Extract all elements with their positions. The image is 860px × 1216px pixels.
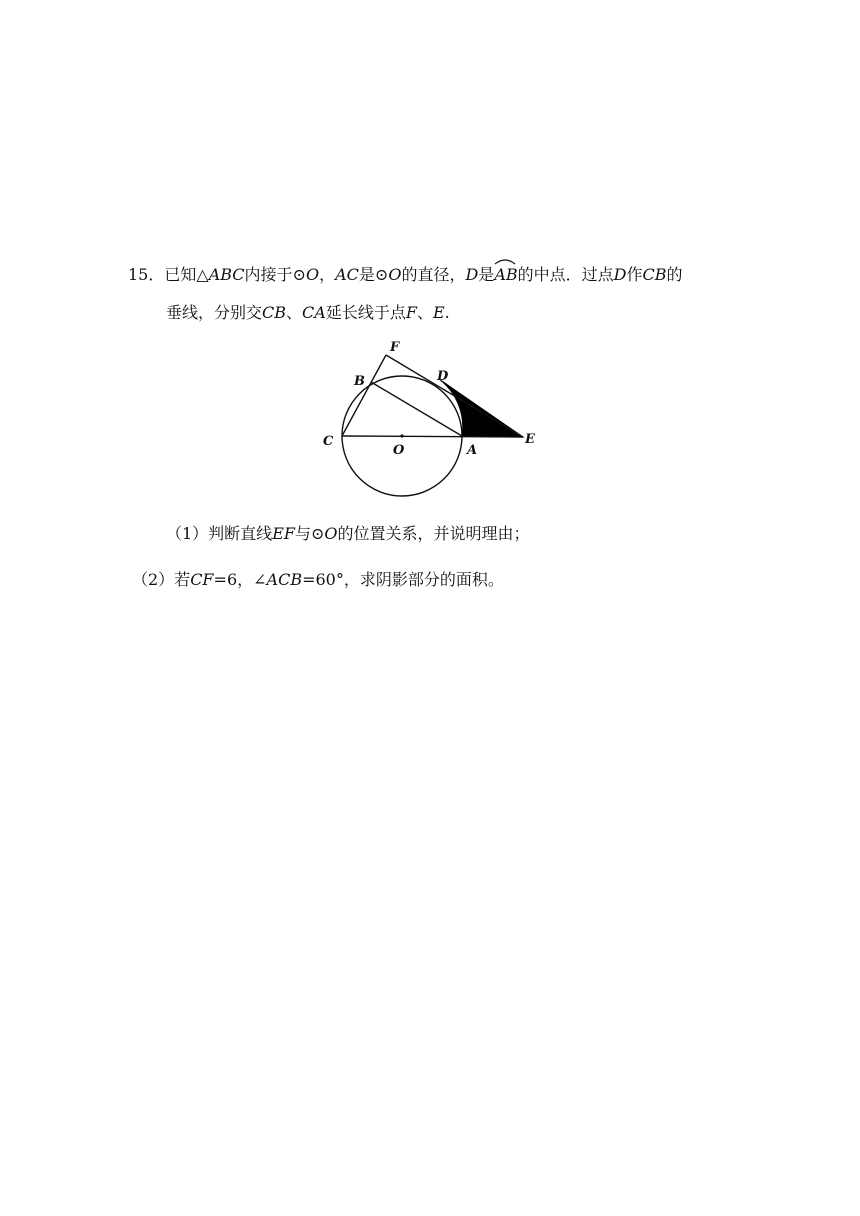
segment-cf (342, 355, 386, 436)
text-segment: 作 (626, 265, 643, 284)
circle-tangent-diagram (318, 334, 548, 504)
text-segment: 的直径， (401, 265, 466, 284)
segment-label: EF (272, 524, 295, 543)
question-part-2 (132, 569, 504, 591)
segment-ba (371, 382, 462, 436)
label-o: O (393, 443, 405, 458)
point-label: E (432, 303, 445, 322)
text-segment: 是⊙ (358, 265, 389, 284)
point-label: D (613, 265, 627, 284)
label-f: F (390, 340, 400, 355)
segment-label: CB (262, 303, 287, 322)
angle-label: ACB (266, 570, 303, 589)
label-d: D (437, 369, 449, 384)
text-segment: 、 (416, 303, 433, 322)
text-segment: =6，∠ (213, 570, 267, 589)
circle-label: O (324, 524, 338, 543)
text-segment: 、 (286, 303, 303, 322)
circle-label: O (305, 265, 320, 284)
segment-label: AC (335, 265, 359, 284)
label-a: A (467, 443, 478, 458)
text-segment: 与⊙ (294, 524, 325, 543)
segment-label: CA (302, 303, 326, 322)
problem-statement-line-1 (128, 262, 683, 286)
text-segment: 的位置关系，并说明理由； (337, 524, 530, 543)
arc-symbol-icon (493, 257, 517, 265)
question-part-1 (166, 523, 530, 545)
segment-fe (386, 355, 523, 437)
center-point (400, 434, 403, 437)
triangle-label: ABC (208, 265, 245, 284)
label-b: B (354, 374, 365, 389)
problem-number: 15． (128, 265, 165, 284)
text-segment: 垂线，分别交 (166, 303, 263, 322)
arc-label: AB (494, 265, 518, 284)
text-segment: （2）若 (132, 570, 191, 589)
geometry-figure (318, 334, 548, 504)
label-c: C (323, 434, 334, 449)
segment-ce (342, 436, 523, 437)
problem-statement-line-2 (166, 302, 450, 324)
arc-notation (494, 262, 517, 286)
text-segment: ， (319, 265, 336, 284)
circle-label: O (388, 265, 402, 284)
point-label: D (465, 265, 479, 284)
label-e: E (525, 432, 535, 447)
text-segment: =60°，求阴影部分的面积。 (302, 570, 504, 589)
segment-label: CF (190, 570, 214, 589)
text-segment: 的 (666, 265, 683, 284)
point-label: F (405, 303, 417, 322)
text-segment: 延长线于点 (325, 303, 406, 322)
text-segment: 内接于⊙ (244, 265, 306, 284)
shaded-region (439, 379, 523, 437)
text-segment: . (444, 303, 450, 322)
text-segment: 是 (478, 265, 495, 284)
text-segment: 的中点．过点 (517, 265, 614, 284)
segment-label: CB (642, 265, 667, 284)
text-segment: 已知△ (164, 265, 209, 284)
text-segment: （1）判断直线 (166, 524, 273, 543)
